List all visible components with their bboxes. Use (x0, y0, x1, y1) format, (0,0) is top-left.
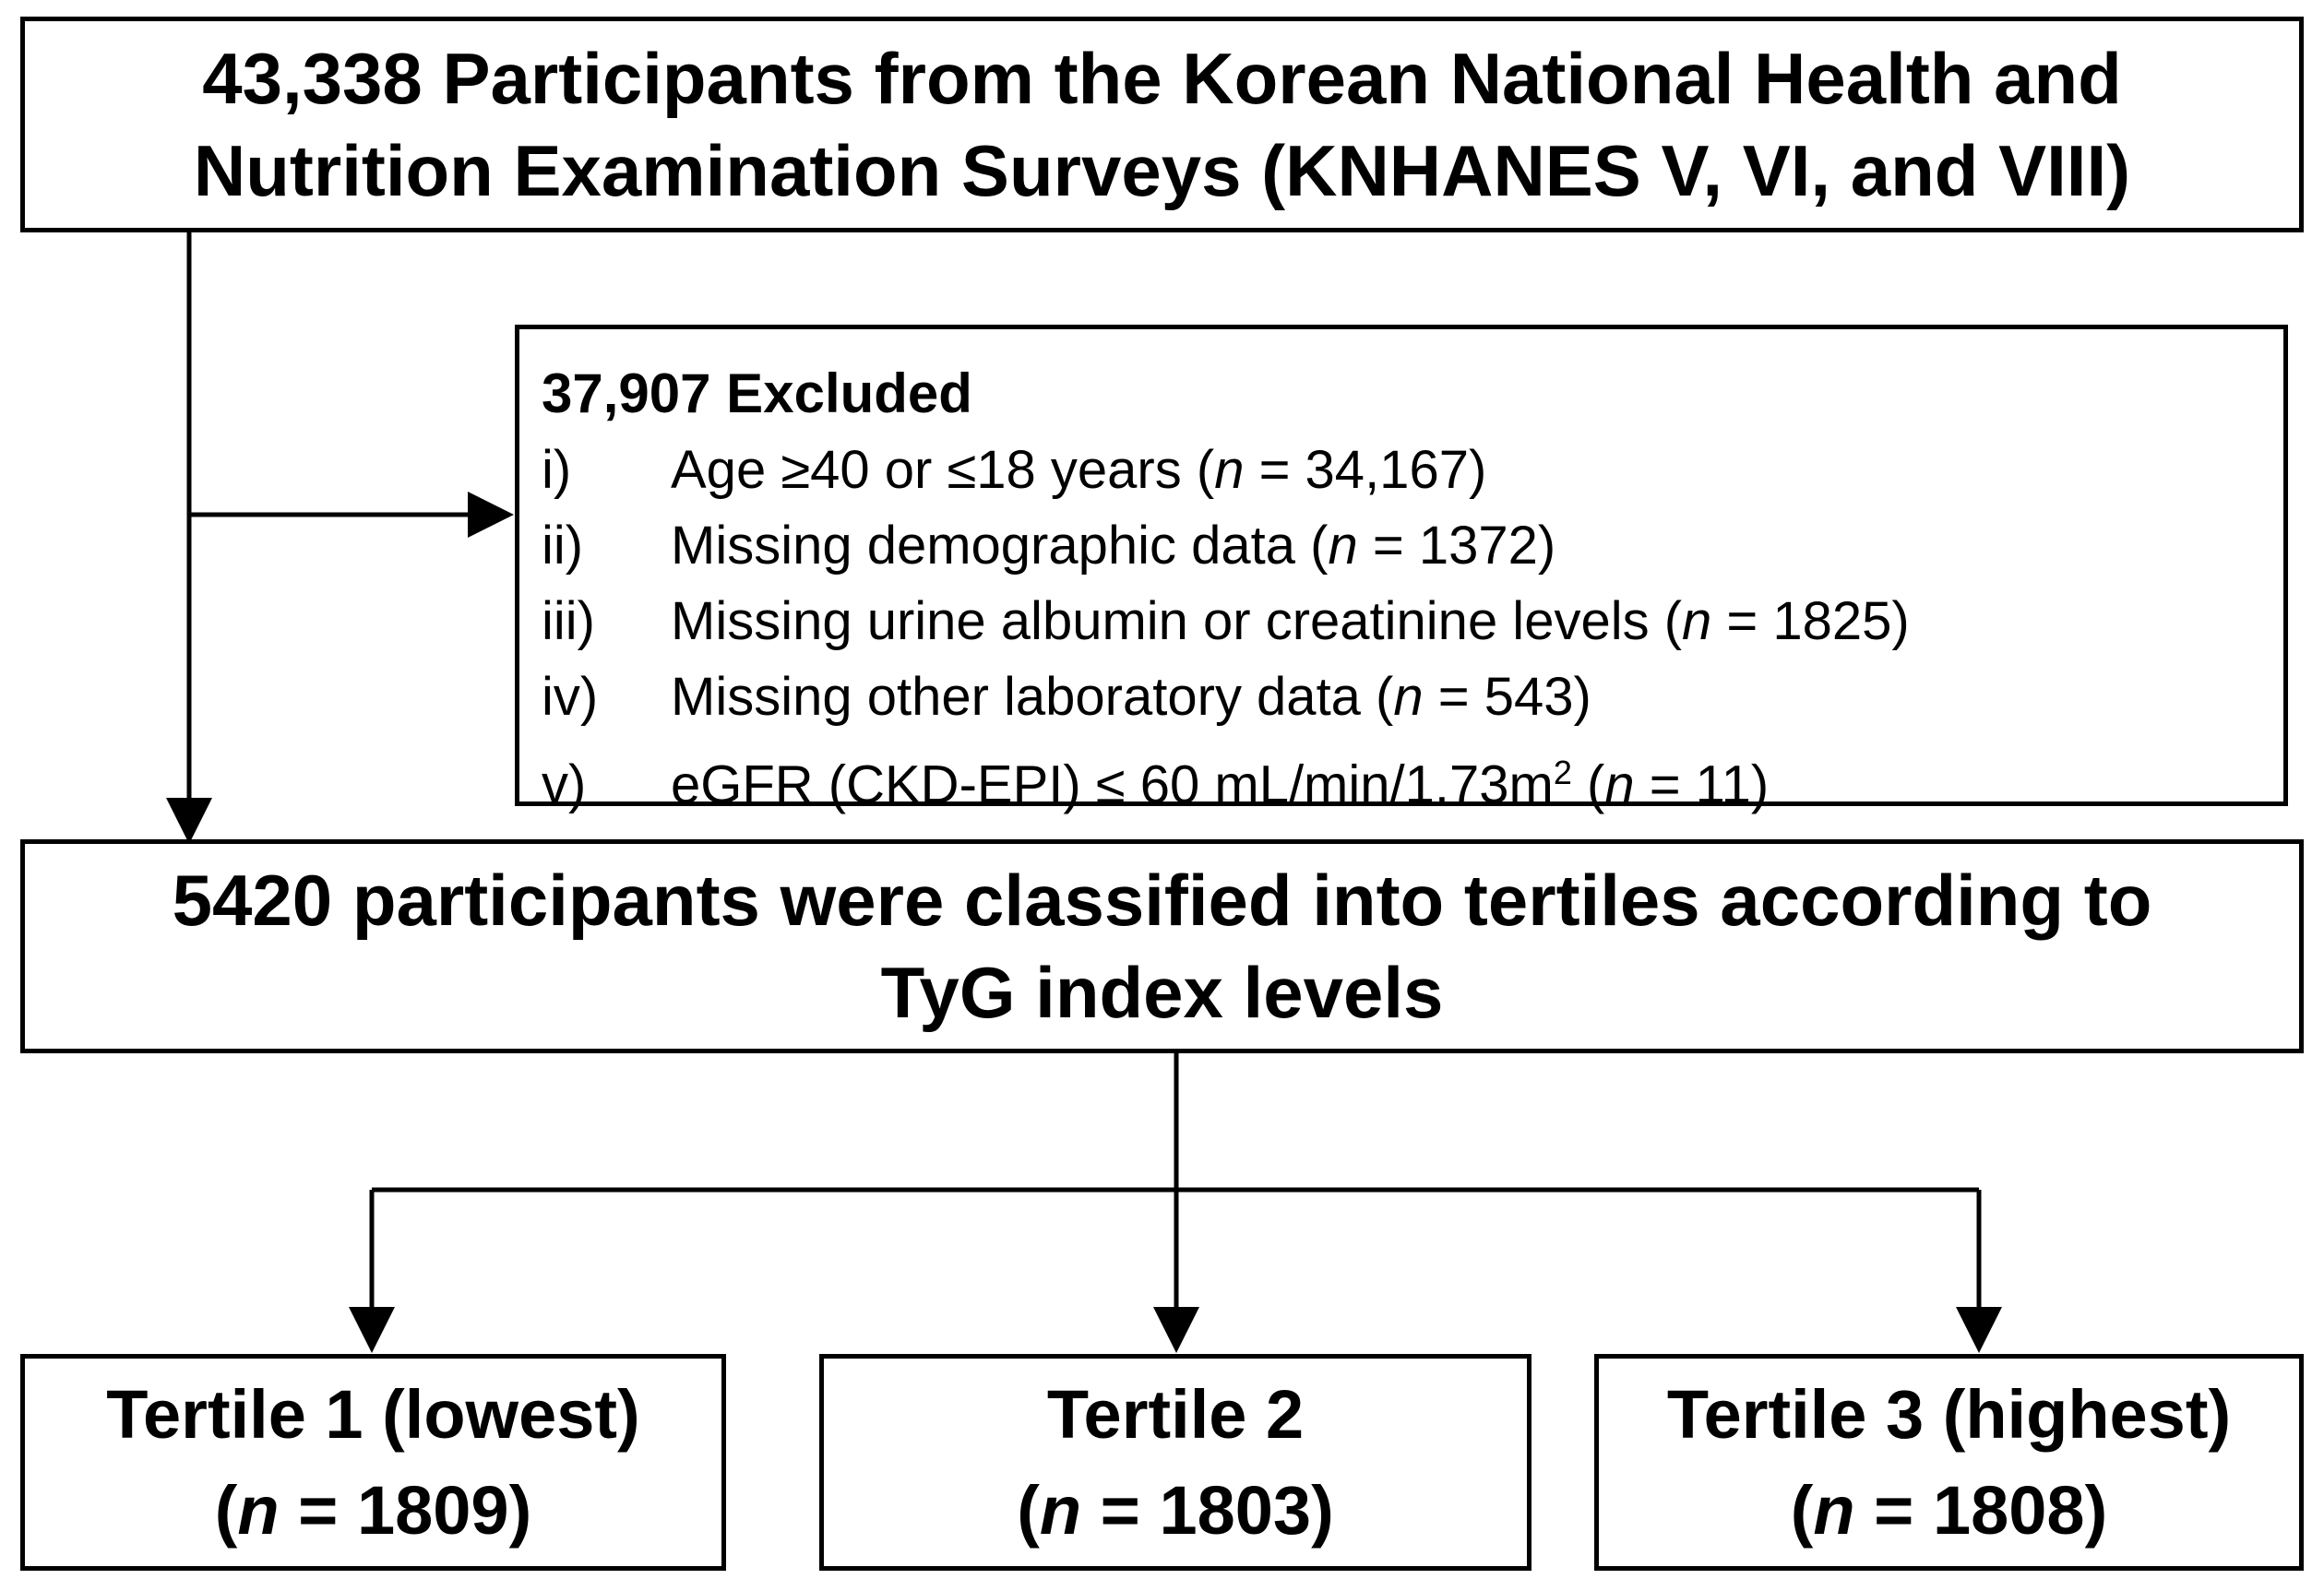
exclusion-item-text: eGFR (CKD-EPI) ≤ 60 mL/min/1.73m (671, 754, 1554, 815)
exclusion-box (515, 325, 2288, 815)
exclusion-item-5 (542, 735, 2283, 823)
tertile-3-count: (n = 1808) (1790, 1471, 2108, 1549)
exclusion-item-count: = 11) (1634, 754, 1770, 815)
source-line-1: 43,338 Participants from the Korean National Health and (202, 38, 2122, 119)
exclusion-item-text: Missing other laboratory data ( (671, 667, 1394, 727)
exclusion-item-count: = 34,167) (1244, 440, 1487, 500)
tertile-3-label: Tertile 3 (highest) (1666, 1375, 2232, 1453)
exclusion-item-3 (542, 584, 2283, 659)
classification-box (20, 839, 2304, 1053)
source-line-2: Nutrition Examination Surveys (KNHANES V, VI, and VIII) (193, 130, 2131, 211)
exclusion-item-count: = 1372) (1357, 516, 1556, 576)
tertile-1-count: (n = 1809) (214, 1471, 532, 1549)
exclusion-item-number: ii) (542, 516, 584, 576)
classification-line-1: 5420 participants were classified into tertiles according to (172, 860, 2152, 941)
exclusion-item-number: v) (542, 754, 587, 815)
n-symbol: n (1682, 591, 1712, 651)
exclusion-item-number: iii) (542, 591, 595, 651)
exclusion-item-text: Missing urine albumin or creatinine levels ( (671, 591, 1683, 651)
exclusion-item-count: = 543) (1423, 667, 1591, 727)
exclusion-item-number: iv) (542, 667, 599, 727)
tertile-2-box (819, 1354, 1531, 1571)
n-symbol: n (1393, 667, 1424, 727)
exclusion-item-number: i) (542, 440, 572, 500)
exclusion-item-text-after: ( (1571, 754, 1605, 815)
exclusion-item-2 (542, 508, 2283, 584)
n-symbol: n (1214, 440, 1245, 500)
n-symbol: n (1328, 516, 1358, 576)
tertile-3-box (1594, 1354, 2304, 1571)
tertile-1-label: Tertile 1 (lowest) (106, 1375, 640, 1453)
exclusion-title: 37,907 Excluded (542, 362, 972, 424)
exclusion-item-1 (542, 433, 2283, 508)
exclusion-item-4 (542, 659, 2283, 735)
exclusion-item-count: = 1825) (1711, 591, 1910, 651)
n-symbol: n (1604, 754, 1635, 815)
n-symbol: n (1039, 1471, 1082, 1549)
exclusion-item-text: Age ≥40 or ≤18 years ( (671, 440, 1215, 500)
superscript-2: 2 (1553, 754, 1572, 791)
classification-line-2: TyG index levels (880, 952, 1444, 1033)
exclusion-item-text: Missing demographic data ( (671, 516, 1329, 576)
source-population-box (20, 17, 2304, 232)
tertile-2-count: (n = 1803) (1017, 1471, 1334, 1549)
n-symbol: n (1813, 1471, 1855, 1549)
tertile-2-label: Tertile 2 (1046, 1375, 1305, 1453)
n-symbol: n (237, 1471, 280, 1549)
tertile-1-box (20, 1354, 726, 1571)
